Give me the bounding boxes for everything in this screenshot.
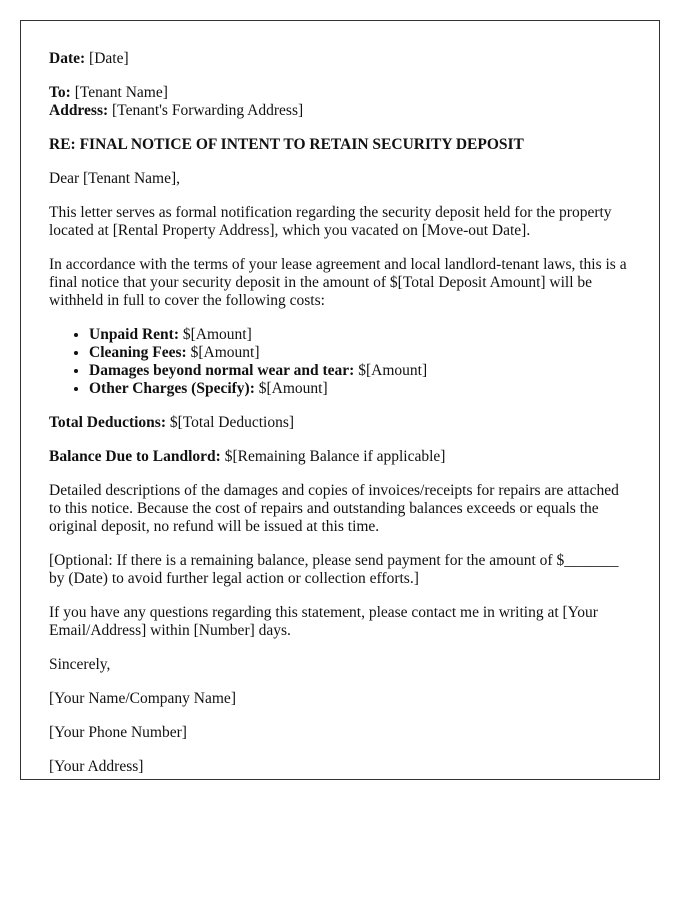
details-paragraph: Detailed descriptions of the damages and copies of invoices/receipts for repairs are attached to this notice. Because the cost of repairs and outstanding balances exceeds or equals the original deposit, no refund will be issued at this time. bbox=[49, 482, 619, 535]
salutation: Dear [Tenant Name], bbox=[49, 170, 181, 187]
cost-label: Other Charges (Specify): bbox=[89, 380, 255, 397]
optional-paragraph: [Optional: If there is a remaining balance, please send payment for the amount of $_______ by (Date) to avoid further legal action or collection efforts.] bbox=[49, 552, 619, 587]
signature-name: [Your Name/Company Name] bbox=[49, 690, 236, 707]
balance-due-label: Balance Due to Landlord: bbox=[49, 448, 221, 465]
cost-value: $[Amount] bbox=[354, 362, 428, 379]
address-value: [Tenant's Forwarding Address] bbox=[108, 102, 304, 119]
cost-value: $[Amount] bbox=[254, 380, 328, 397]
cost-value: $[Amount] bbox=[186, 344, 260, 361]
closing: Sincerely, bbox=[49, 656, 111, 673]
total-deductions-label: Total Deductions: bbox=[49, 414, 166, 431]
cost-item-other-charges bbox=[89, 380, 631, 398]
cost-label: Damages beyond normal wear and tear: bbox=[89, 362, 355, 379]
cost-item-unpaid-rent bbox=[89, 326, 631, 344]
cost-value: $[Amount] bbox=[179, 326, 252, 343]
subject-text: RE: FINAL NOTICE OF INTENT TO RETAIN SECURITY DEPOSIT bbox=[49, 136, 524, 153]
intro-paragraph: This letter serves as formal notification regarding the security deposit held for the property located at [Rental Property Address], which you vacated on [Move-out Date]. bbox=[49, 204, 612, 239]
address-line bbox=[49, 102, 631, 120]
subject-line bbox=[49, 136, 631, 154]
signature-address: [Your Address] bbox=[49, 758, 144, 775]
signature-phone: [Your Phone Number] bbox=[49, 724, 187, 741]
date-line bbox=[49, 50, 631, 68]
cost-label: Cleaning Fees: bbox=[89, 344, 187, 361]
questions-paragraph: If you have any questions regarding this statement, please contact me in writing at [Your Email/Address] within [Number] days. bbox=[49, 604, 598, 639]
to-line bbox=[49, 84, 631, 102]
cost-item-damages bbox=[89, 362, 631, 380]
letter-document bbox=[20, 20, 660, 780]
total-deductions-value: $[Total Deductions] bbox=[165, 414, 295, 431]
date-label: Date: bbox=[49, 50, 86, 67]
to-value: [Tenant Name] bbox=[70, 84, 168, 101]
address-label: Address: bbox=[49, 102, 109, 119]
to-label: To: bbox=[49, 84, 71, 101]
balance-due-value: $[Remaining Balance if applicable] bbox=[220, 448, 446, 465]
cost-item-cleaning-fees bbox=[89, 344, 631, 362]
date-value: [Date] bbox=[85, 50, 129, 67]
cost-label: Unpaid Rent: bbox=[89, 326, 180, 343]
cost-list bbox=[49, 326, 631, 398]
balance-due-line bbox=[49, 448, 631, 466]
total-deductions-line bbox=[49, 414, 631, 432]
notice-paragraph: In accordance with the terms of your lease agreement and local landlord-tenant laws, this is a final notice that your security deposit in the amount of $[Total Deposit Amount] will be withheld in full to cover the following costs: bbox=[49, 256, 627, 309]
